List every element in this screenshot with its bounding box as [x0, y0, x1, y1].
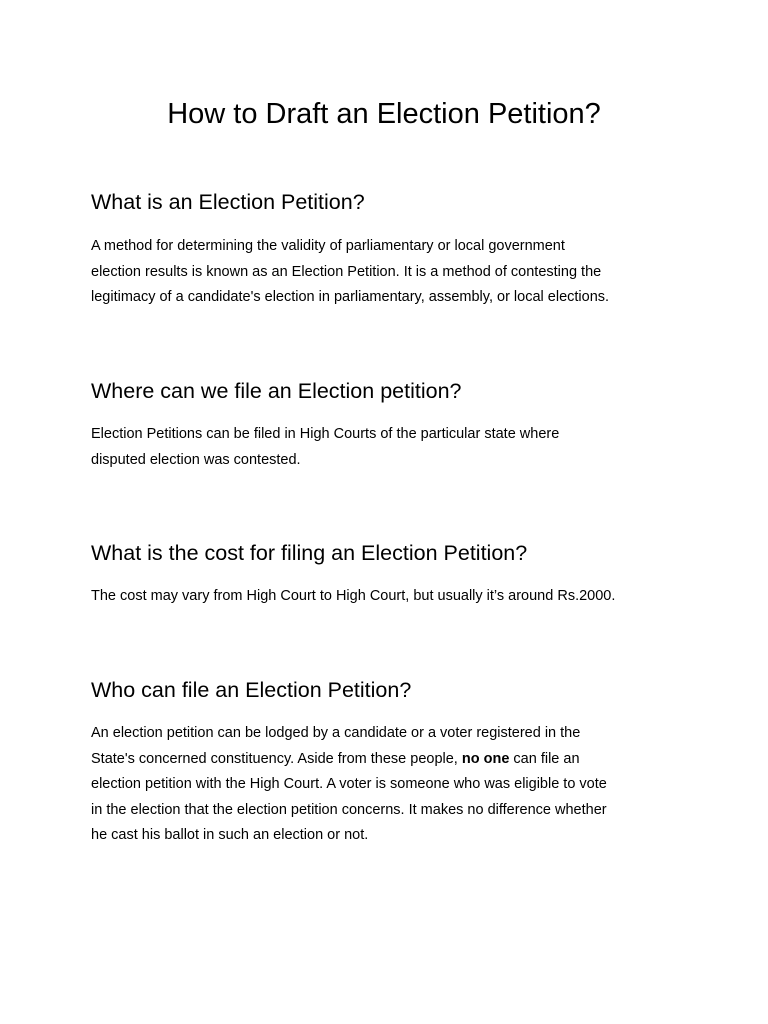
section-body-where: [91, 422, 691, 473]
section-body-who: [91, 721, 691, 849]
body-line: he cast his ballot in such an election or not.: [91, 827, 369, 843]
section-heading-what-is: What is an Election Petition?: [91, 190, 365, 214]
body-line: The cost may vary from High Court to High Court, but usually it’s around Rs.2000.: [91, 588, 616, 604]
section-heading-cost: What is the cost for filing an Election Petition?: [91, 541, 528, 565]
document-title: How to Draft an Election Petition?: [167, 98, 601, 130]
body-line: Election Petitions can be filed in High Courts of the particular state where: [91, 426, 560, 442]
body-text: can file an: [509, 750, 580, 767]
body-line: election petition with the High Court. A voter is someone who was eligible to vote: [91, 776, 607, 792]
body-text: State's concerned constituency. Aside from these people,: [91, 750, 462, 767]
body-line: A method for determining the validity of parliamentary or local government: [91, 238, 565, 254]
body-line: An election petition can be lodged by a candidate or a voter registered in the: [91, 725, 581, 741]
body-line-with-emphasis: [91, 747, 691, 773]
section-heading-who: Who can file an Election Petition?: [91, 678, 412, 702]
section-heading-where: Where can we file an Election petition?: [91, 379, 462, 403]
body-line: election results is known as an Election Petition. It is a method of contesting the: [91, 263, 602, 280]
body-line: in the election that the election petition concerns. It makes no difference whether: [91, 801, 607, 818]
body-line: disputed election was contested.: [91, 451, 301, 468]
body-line: legitimacy of a candidate's election in parliamentary, assembly, or local elections.: [91, 289, 610, 305]
section-body-cost: [91, 584, 691, 610]
emphasis-no-one: no one: [461, 750, 510, 767]
section-body-what-is: [91, 234, 691, 311]
